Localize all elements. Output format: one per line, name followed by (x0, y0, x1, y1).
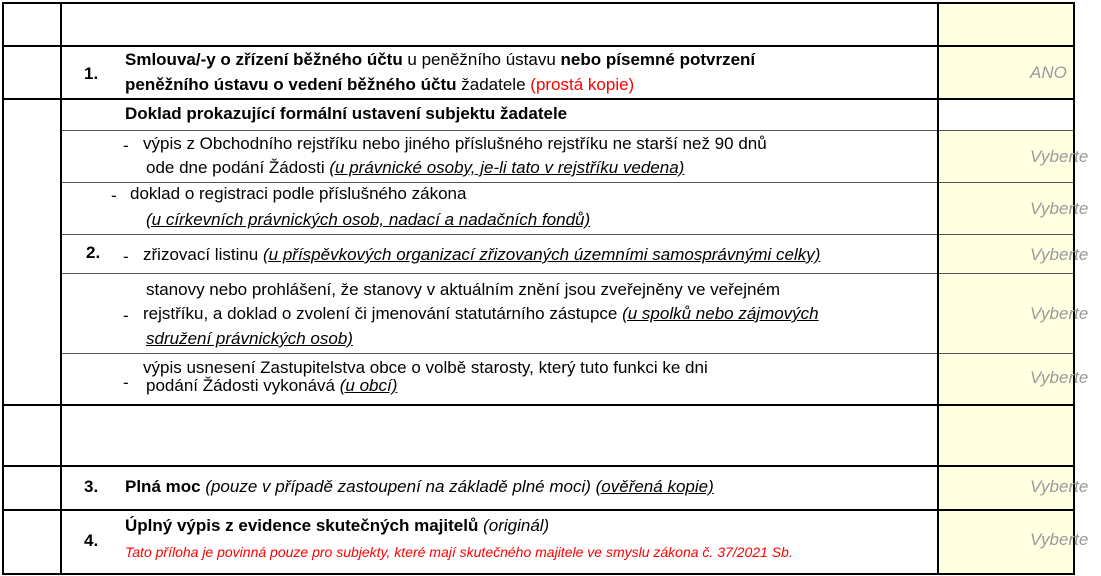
row-divider (61, 234, 1073, 235)
table-border-bottom (2, 573, 1074, 575)
row-number-4: 4. (84, 531, 99, 550)
column-divider (60, 2, 62, 575)
list-item-dash: - (123, 247, 129, 266)
item2e-select[interactable]: Vyberte (1030, 368, 1089, 387)
select-column-bg-spacer (938, 404, 1073, 466)
row-divider (61, 182, 1073, 183)
row-divider (2, 45, 1074, 47)
list-item-dash: - (123, 373, 129, 392)
list-item-dash: - (123, 306, 129, 325)
select-cell-bg-r2a (938, 130, 1073, 404)
select-column-bg-top (938, 2, 1073, 46)
row4-select[interactable]: Vyberte (1030, 530, 1089, 549)
row3-text: Plná moc (pouze v případě zastoupení na základě plné moci) (ověřená kopie) (125, 477, 714, 496)
row1-text-line2: peněžního ústavu o vedení běžného účtu žadatele (prostá kopie) (125, 75, 635, 94)
item2d-line1: stanovy nebo prohlášení, že stanovy v aktuálním znění jsou zveřejněny ve veřejném (146, 280, 781, 299)
item2e-line2: podání Žádosti vykonává (u obcí) (146, 376, 398, 395)
row-number-3: 3. (84, 477, 99, 496)
item2a-select[interactable]: Vyberte (1030, 147, 1089, 166)
table-border-left (2, 2, 4, 575)
item2b-line1: doklad o registraci podle příslušného zákona (130, 184, 467, 203)
row4-note: Tato příloha je povinná pouze pro subjekty, které mají skutečného majitele ve smyslu zákona č. 37/2021 Sb. (125, 544, 793, 560)
row-divider (61, 130, 1073, 131)
row4-text: Úplný výpis z evidence skutečných majitelů (originál) (125, 516, 550, 535)
row1-select[interactable]: ANO (1030, 63, 1067, 82)
item2d-select[interactable]: Vyberte (1030, 304, 1089, 323)
row1-text-line1: Smlouva/-y o zřízení běžného účtu u peněžního ústavu nebo písemné potvrzení (125, 50, 756, 69)
row-divider (2, 404, 1074, 406)
item2b-select[interactable]: Vyberte (1030, 199, 1089, 218)
column-divider (937, 2, 939, 575)
table-border-top (2, 2, 1074, 4)
list-item-dash: - (111, 186, 117, 205)
item2d-line2: rejstříku, a doklad o zvolení či jmenování statutárního zástupce (u spolků nebo zájmových (143, 304, 819, 323)
item2b-line2: (u církevních právnických osob, nadací a nadačních fondů) (146, 210, 591, 229)
row-divider (2, 465, 1074, 467)
item2e-line1: výpis usnesení Zastupitelstva obce o volbě starosty, který tuto funkci ke dni (143, 358, 708, 377)
row3-select[interactable]: Vyberte (1030, 477, 1089, 496)
row-divider (2, 98, 1074, 100)
row2-header: Doklad prokazující formální ustavení subjektu žadatele (125, 104, 568, 123)
row-divider (61, 273, 1073, 274)
row-divider (2, 509, 1074, 511)
row-number-2: 2. (86, 243, 101, 262)
item2d-line3: sdružení právnických osob) (146, 329, 353, 348)
item2a-line1: výpis z Obchodního rejstříku nebo jiného příslušného rejstříku ne starší než 90 dnů (143, 134, 767, 153)
item2a-line2: ode dne podání Žádosti (u právnické osoby, je-li tato v rejstříku vedena) (146, 158, 685, 177)
list-item-dash: - (123, 136, 129, 155)
row-divider (61, 353, 1073, 354)
row-number-1: 1. (84, 64, 99, 83)
item2c-select[interactable]: Vyberte (1030, 245, 1089, 264)
item2c-line1: zřizovací listinu (u příspěvkových organizací zřizovaných územními samosprávnými celky) (143, 245, 821, 264)
